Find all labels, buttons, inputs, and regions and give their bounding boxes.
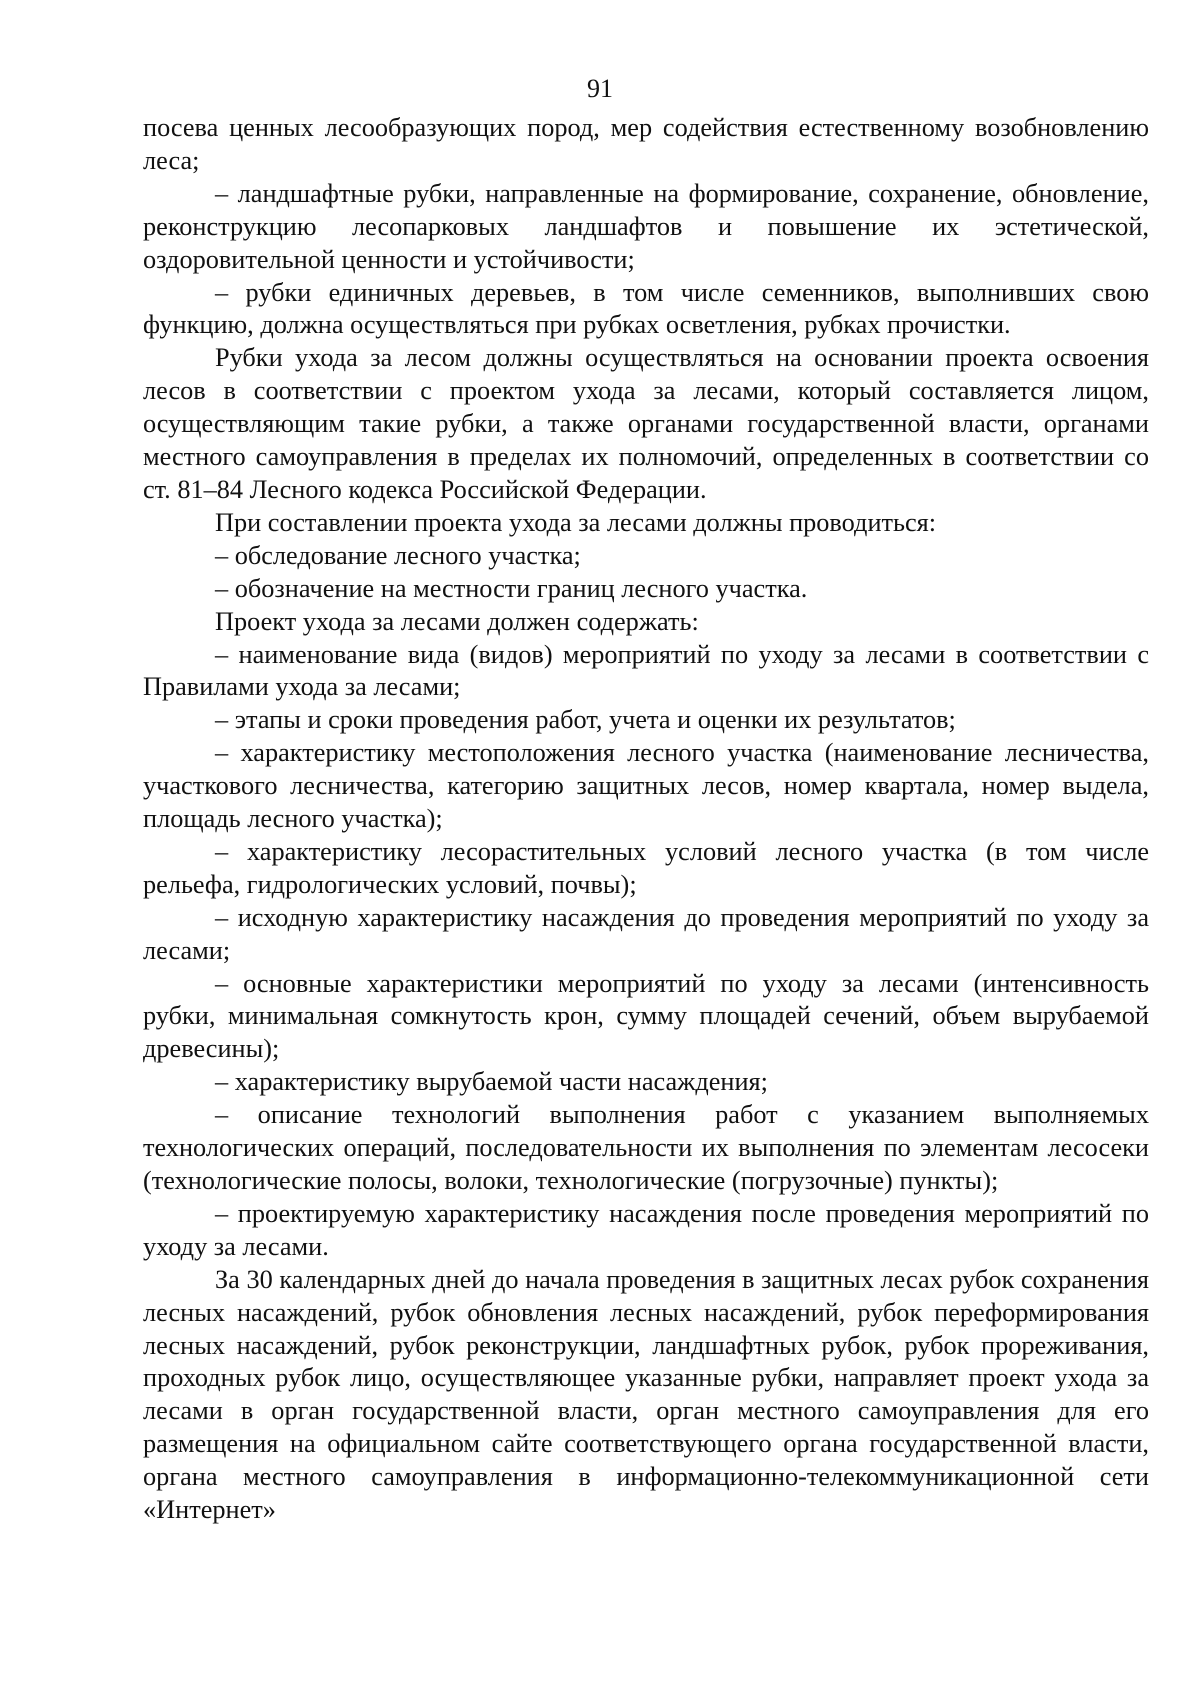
list-item-cut-part: – характеристику вырубаемой части насаждения; <box>215 1067 768 1097</box>
paragraph-care-cuttings-basis: Рубки ухода за лесом должны осуществляться на основании проекта освоения лесов в соответствии с проектом ухода за лесами, который составляется лицом, осуществляющим такие рубки, а также органами государственной власти, органами местного самоуправления в пределах их полномочий, определенных в соответствии со ст. 81–84 Лесного кодекса Российской Федерации. <box>143 343 1149 504</box>
list-item-growing-conditions: – характеристику лесорастительных условий лесного участка (в том числе рельефа, гидрологических условий, почвы); <box>143 836 1149 899</box>
paragraph-project-preparation: При составлении проекта ухода за лесами должны проводиться: <box>215 507 937 537</box>
list-item-technology: – описание технологий выполнения работ с указанием выполняемых технологических операций, последовательности их выполнения по элементам лесосеки (технологические полосы, волоки, технологические (погрузочные) пункты); <box>143 1100 1149 1195</box>
list-item-stages-terms: – этапы и сроки проведения работ, учета и оценки их результатов; <box>215 705 956 735</box>
list-item-boundary-marking: – обозначение на местности границ лесного участка. <box>215 573 808 603</box>
page-number: 91 <box>587 74 613 103</box>
list-item-landscape-cuttings: – ландшафтные рубки, направленные на формирование, сохранение, обновление, реконструкцию лесопарковых ландшафтов и повышение их эстетической, оздоровительной ценности и устойчивости; <box>143 178 1149 274</box>
paragraph-continuation: посева ценных лесообразующих пород, мер содействия естественному возобновлению леса; <box>143 113 1149 175</box>
list-item-initial-stand: – исходную характеристику насаждения до проведения мероприятий по уходу за лесами; <box>143 902 1149 965</box>
list-item-activity-types: – наименование вида (видов) мероприятий по уходу за лесами в соответствии с Правилами ухода за лесами; <box>143 639 1149 702</box>
document-body <box>143 112 1149 1527</box>
list-item-projected-stand: – проектируемую характеристику насаждения после проведения мероприятий по уходу за лесами. <box>143 1198 1149 1261</box>
list-item-single-trees-cutting: – рубки единичных деревьев, в том числе семенников, выполнивших свою функцию, должна осуществляться при рубках осветления, рубках прочистки. <box>143 277 1149 340</box>
paragraph-30-days-notice: За 30 календарных дней до начала проведения в защитных лесах рубок сохранения лесных насаждений, рубок обновления лесных насаждений, рубок переформирования лесных насаждений, рубок реконструкции, ландшафтных рубок, рубок прореживания, проходных рубок лицо, осуществляющее указанные рубки, направляет проект ухода за лесами в орган государственной власти, орган местного самоуправления для его размещения на официальном сайте соответствующего органа государственной власти, органа местного самоуправления в информационно-телекоммуникационной сети «Интернет» <box>143 1264 1149 1525</box>
paragraph-project-contents: Проект ухода за лесами должен содержать: <box>215 606 699 636</box>
list-item-location: – характеристику местоположения лесного участка (наименование лесничества, участкового лесничества, категорию защитных лесов, номер квартала, номер выдела, площадь лесного участка); <box>143 738 1149 834</box>
list-item-survey: – обследование лесного участка; <box>215 540 581 570</box>
list-item-main-characteristics: – основные характеристики мероприятий по уходу за лесами (интенсивность рубки, минимальная сомкнутость крон, сумму площадей сечений, объем вырубаемой древесины); <box>143 968 1149 1064</box>
